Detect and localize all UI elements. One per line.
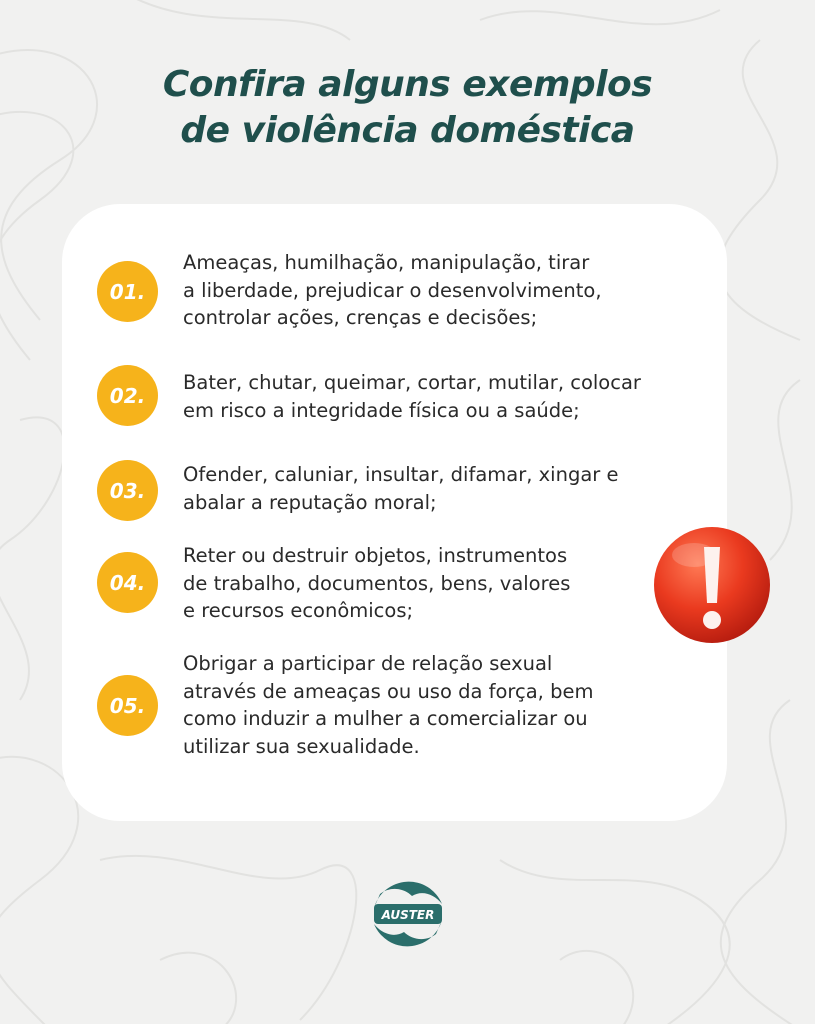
title-line-1: Confira alguns exemplos — [162, 64, 653, 105]
page-title — [0, 62, 815, 154]
logo-text: AUSTER — [381, 908, 435, 922]
item-text-2: Bater, chutar, queimar, cortar, mutilar, colocar em risco a integridade física ou a saúde; — [183, 371, 641, 422]
auster-logo — [368, 874, 448, 954]
number-badge-2: 02. — [97, 365, 158, 426]
title-line-2: de violência doméstica — [180, 110, 635, 151]
auster-hands-logo-icon — [368, 874, 448, 954]
exclamation-alert-icon — [652, 525, 772, 645]
item-text-1: Ameaças, humilhação, manipulação, tirar a liberdade, prejudicar o desenvolvimento, controlar ações, crenças e decisões; — [183, 251, 602, 329]
number-badge-1: 01. — [97, 261, 158, 322]
number-badge-3: 03. — [97, 460, 158, 521]
item-text-5: Obrigar a participar de relação sexual através de ameaças ou uso da força, bem como induzir a mulher a comercializar ou utilizar sua sexualidade. — [183, 652, 594, 758]
item-text-3: Ofender, caluniar, insultar, difamar, xingar e abalar a reputação moral; — [183, 463, 619, 514]
number-badge-5: 05. — [97, 675, 158, 736]
item-text-4: Reter ou destruir objetos, instrumentos de trabalho, documentos, bens, valores e recursos econômicos; — [183, 544, 571, 622]
examples-card — [62, 204, 727, 821]
number-badge-4: 04. — [97, 552, 158, 613]
